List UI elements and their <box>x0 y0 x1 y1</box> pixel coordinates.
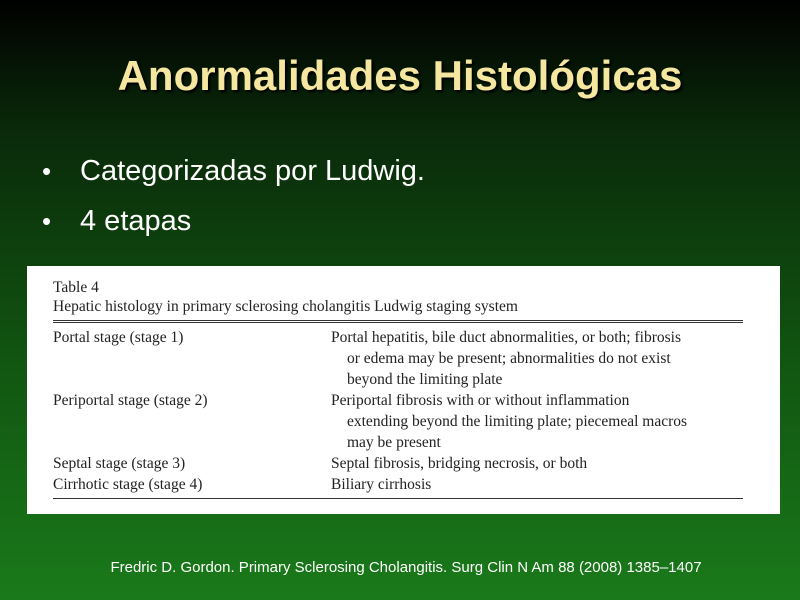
table-row <box>53 453 743 474</box>
bullet-item <box>42 146 425 196</box>
bullet-list <box>42 146 425 246</box>
table-row <box>53 390 743 453</box>
staging-table <box>53 278 743 499</box>
table-row <box>53 474 743 495</box>
table-body <box>53 323 743 499</box>
description-line: beyond the limiting plate <box>347 371 503 388</box>
table-row <box>53 327 743 390</box>
stage-name: Portal stage (stage 1) <box>53 329 184 346</box>
bullet-symbol: • <box>42 156 52 186</box>
description-line: Periportal fibrosis with or without inflammation <box>331 392 630 409</box>
description-line: Biliary cirrhosis <box>331 476 432 493</box>
bullet-text: Categorizadas por Ludwig. <box>80 155 425 187</box>
table-caption: Hepatic histology in primary sclerosing cholangitis Ludwig staging system <box>53 297 743 321</box>
citation: Fredric D. Gordon. Primary Sclerosing Cholangitis. Surg Clin N Am 88 (2008) 1385–1407 <box>110 559 702 576</box>
table-label: Table 4 <box>53 279 99 296</box>
slide-title: Anormalidades Histológicas <box>117 52 683 99</box>
description-line: Septal fibrosis, bridging necrosis, or both <box>331 455 588 472</box>
description-line: extending beyond the limiting plate; piecemeal macros <box>347 413 688 430</box>
description-line: may be present <box>347 434 441 451</box>
stage-name: Periportal stage (stage 2) <box>53 392 208 409</box>
table-image <box>27 266 780 514</box>
description-line: or edema may be present; abnormalities do not exist <box>347 350 671 367</box>
stage-name: Cirrhotic stage (stage 4) <box>53 476 203 493</box>
stage-description <box>331 453 743 474</box>
bullet-symbol: • <box>42 206 52 236</box>
description-line: Portal hepatitis, bile duct abnormalities, or both; fibrosis <box>331 329 681 346</box>
bullet-item <box>42 196 425 246</box>
bullet-text: 4 etapas <box>80 205 192 237</box>
stage-description <box>331 474 743 495</box>
stage-description <box>331 390 743 453</box>
stage-description <box>331 327 743 390</box>
stage-name: Septal stage (stage 3) <box>53 455 186 472</box>
